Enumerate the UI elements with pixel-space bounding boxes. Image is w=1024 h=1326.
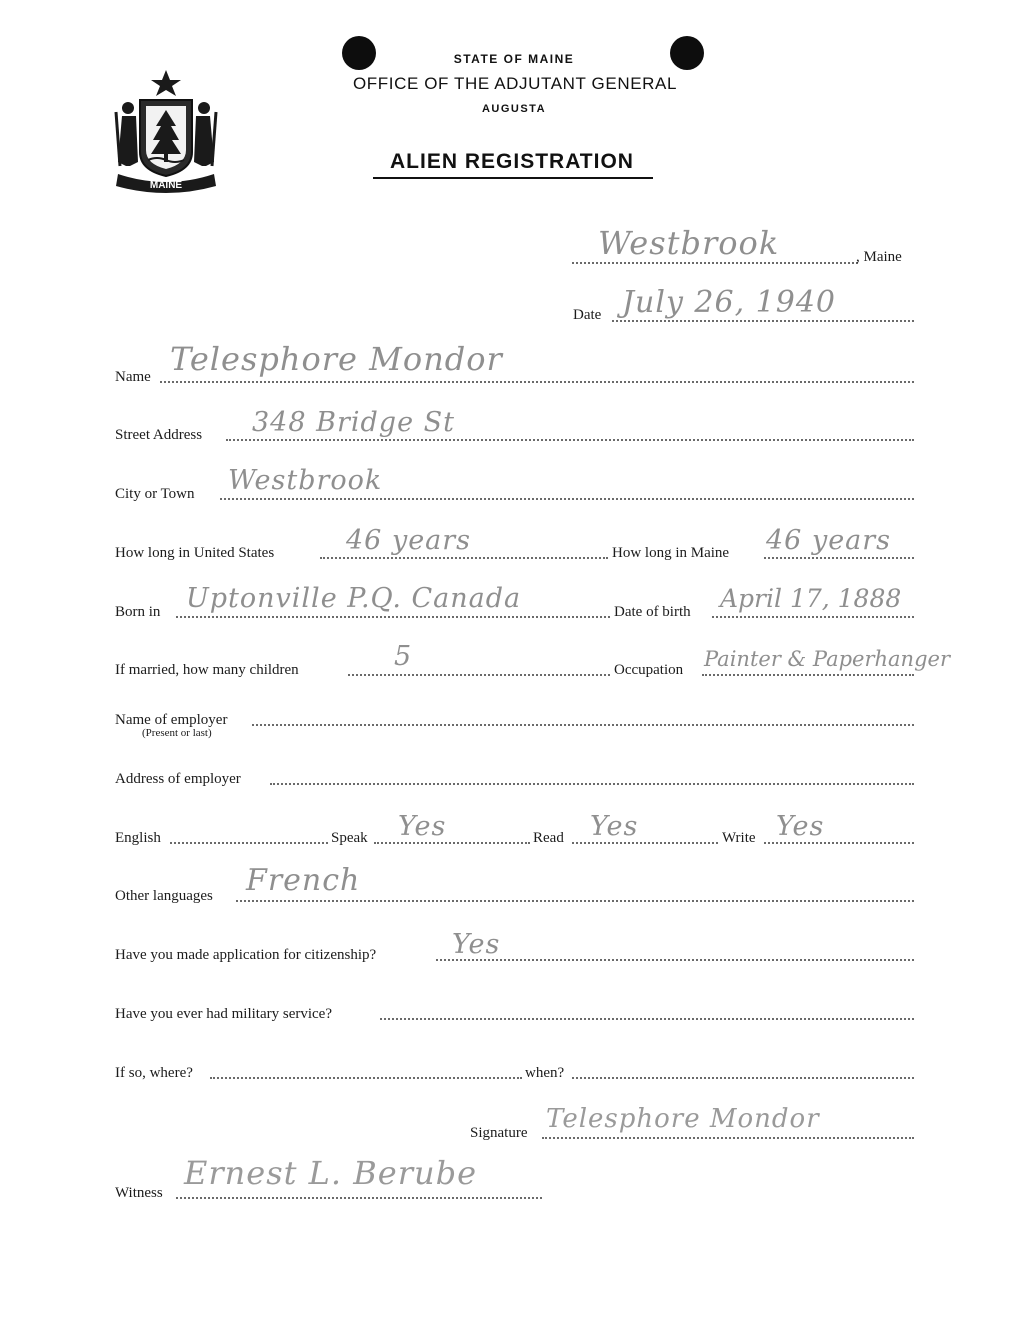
employer-address-line bbox=[270, 783, 914, 785]
write-value: Yes bbox=[776, 811, 825, 842]
witness-label: Witness bbox=[115, 1185, 163, 1201]
read-line bbox=[572, 842, 718, 844]
signature-line bbox=[542, 1137, 914, 1139]
us-time-label: How long in United States bbox=[115, 545, 275, 561]
city-line bbox=[220, 498, 914, 500]
signature-value: Telesphore Mondor bbox=[546, 1104, 820, 1134]
witness-line bbox=[176, 1197, 542, 1199]
title-underline bbox=[373, 177, 653, 179]
occupation-value: Painter & Paperhanger bbox=[704, 647, 950, 671]
read-label: Read bbox=[533, 830, 564, 846]
when-line bbox=[572, 1077, 914, 1079]
header-state: STATE OF MAINE bbox=[453, 52, 575, 66]
street-value: 348 Bridge St bbox=[252, 407, 455, 438]
children-label: If married, how many children bbox=[115, 662, 299, 678]
maine-time-line bbox=[764, 557, 914, 559]
signature-label: Signature bbox=[470, 1125, 528, 1141]
name-line bbox=[160, 381, 914, 383]
city-value: Westbrook bbox=[228, 465, 383, 496]
other-languages-value: French bbox=[246, 863, 361, 898]
citizenship-line bbox=[436, 959, 914, 961]
form-title: ALIEN REGISTRATION bbox=[390, 150, 634, 173]
speak-line bbox=[374, 842, 530, 844]
dob-label: Date of birth bbox=[614, 604, 691, 620]
date-line bbox=[612, 320, 914, 322]
occupation-label: Occupation bbox=[614, 662, 684, 678]
date-label: Date bbox=[573, 307, 602, 323]
dob-line bbox=[712, 616, 914, 618]
name-value: Telesphore Mondor bbox=[170, 340, 503, 378]
children-line bbox=[348, 674, 610, 676]
write-label: Write bbox=[722, 830, 756, 846]
witness-value: Ernest L. Berube bbox=[184, 1154, 478, 1192]
seal-banner-text: MAINE bbox=[149, 180, 183, 191]
maine-time-label: How long in Maine bbox=[612, 545, 730, 561]
employer-line bbox=[252, 724, 914, 726]
city-label: City or Town bbox=[115, 486, 195, 502]
write-line bbox=[764, 842, 914, 844]
english-label: English bbox=[115, 830, 161, 846]
place-label: , Maine bbox=[856, 249, 902, 265]
children-value: 5 bbox=[394, 641, 413, 672]
us-time-line bbox=[320, 557, 608, 559]
other-languages-label: Other languages bbox=[115, 888, 213, 904]
military-label: Have you ever had military service? bbox=[115, 1006, 332, 1022]
where-line bbox=[210, 1077, 522, 1079]
us-time-value: 46 years bbox=[346, 525, 472, 556]
street-line bbox=[226, 439, 914, 441]
occupation-line bbox=[702, 674, 914, 676]
when-label: when? bbox=[525, 1065, 565, 1081]
maine-time-value: 46 years bbox=[766, 525, 892, 556]
street-label: Street Address bbox=[115, 427, 203, 443]
employer-sublabel: (Present or last) bbox=[142, 727, 212, 739]
citizenship-value: Yes bbox=[452, 929, 501, 960]
born-line bbox=[176, 616, 610, 618]
employer-label: Name of employer bbox=[115, 712, 228, 728]
speak-label: Speak bbox=[331, 830, 368, 846]
employer-address-label: Address of employer bbox=[115, 771, 241, 787]
other-languages-line bbox=[236, 900, 914, 902]
header-city: AUGUSTA bbox=[481, 103, 547, 115]
speak-value: Yes bbox=[398, 811, 447, 842]
dob-value: April 17, 1888 bbox=[720, 584, 902, 613]
citizenship-label: Have you made application for citizenship? bbox=[115, 947, 377, 963]
born-label: Born in bbox=[115, 604, 161, 620]
header-office: OFFICE OF THE ADJUTANT GENERAL bbox=[352, 74, 678, 93]
place-value: Westbrook bbox=[598, 224, 780, 262]
read-value: Yes bbox=[590, 811, 639, 842]
date-value: July 26, 1940 bbox=[622, 285, 837, 320]
place-line bbox=[572, 262, 858, 264]
english-line bbox=[170, 842, 328, 844]
where-label: If so, where? bbox=[115, 1065, 193, 1081]
military-line bbox=[380, 1018, 914, 1020]
born-value: Uptonville P.Q. Canada bbox=[186, 583, 522, 614]
name-label: Name bbox=[115, 369, 151, 385]
